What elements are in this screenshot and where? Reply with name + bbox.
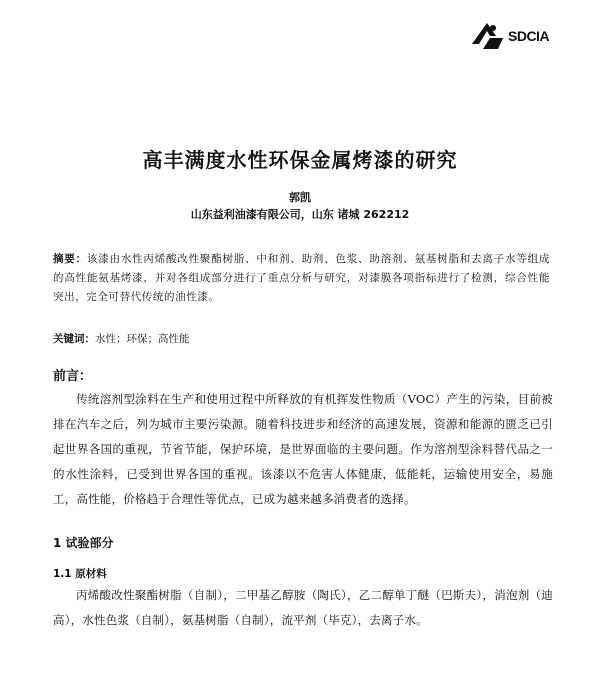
abstract (53, 250, 550, 307)
preface-paragraph: 传统溶剂型涂料在生产和使用过程中所释放的有机挥发性物质（VOC）产生的污染，目前被排在汽车之后，列为城市主要污染源。随着科技进步和经济的高速发展，资源和能源的匮乏已引起世界各国的重视，节省节能，保护环境，是世界面临的主要问题。作为溶剂型涂料替代品之一的水性涂料，已受到世界各国的重视。该漆以不危害人体健康，低能耗，运输使用安全，易施工，高性能，价格趋于合理性等优点，已成为越来越多消费者的选择。 (53, 392, 553, 506)
logo-text: SDCIA (508, 28, 550, 44)
header-logo (470, 22, 582, 52)
author-name: 郭凯 (289, 191, 311, 204)
abstract-text: 该漆由水性丙烯酸改性聚酯树脂、中和剂、助剂、色浆、助溶剂、氨基树脂和去离子水等组成的高性能氨基烤漆，并对各组成部分进行了重点分析与研究，对漆膜各项指标进行了检测，综合性能突出，完全可替代传统的油性漆。 (53, 253, 550, 303)
abstract-label: 摘要： (53, 253, 87, 265)
keywords (53, 331, 550, 346)
author-affiliation: 山东益利油漆有限公司，山东 诸城 262212 (190, 208, 410, 221)
paper-title: 高丰满度水性环保金属烤漆的研究 (142, 148, 458, 172)
keywords-text: 水性；环保；高性能 (95, 333, 190, 345)
section-heading: 1 试验部分 (53, 536, 114, 550)
preface-heading: 前言： (53, 369, 93, 384)
subsection-heading: 1.1 原材料 (53, 568, 107, 580)
keywords-label: 关键词： (53, 333, 95, 345)
sdcia-logo-icon (470, 22, 504, 50)
materials-paragraph: 丙烯酸改性聚酯树脂（自制），二甲基乙醇胺（陶氏），乙二醇单丁醚（巴斯夫），消泡剂（迪高），水性色浆（自制），氨基树脂（自制），流平剂（毕克），去离子水。 (53, 588, 553, 627)
